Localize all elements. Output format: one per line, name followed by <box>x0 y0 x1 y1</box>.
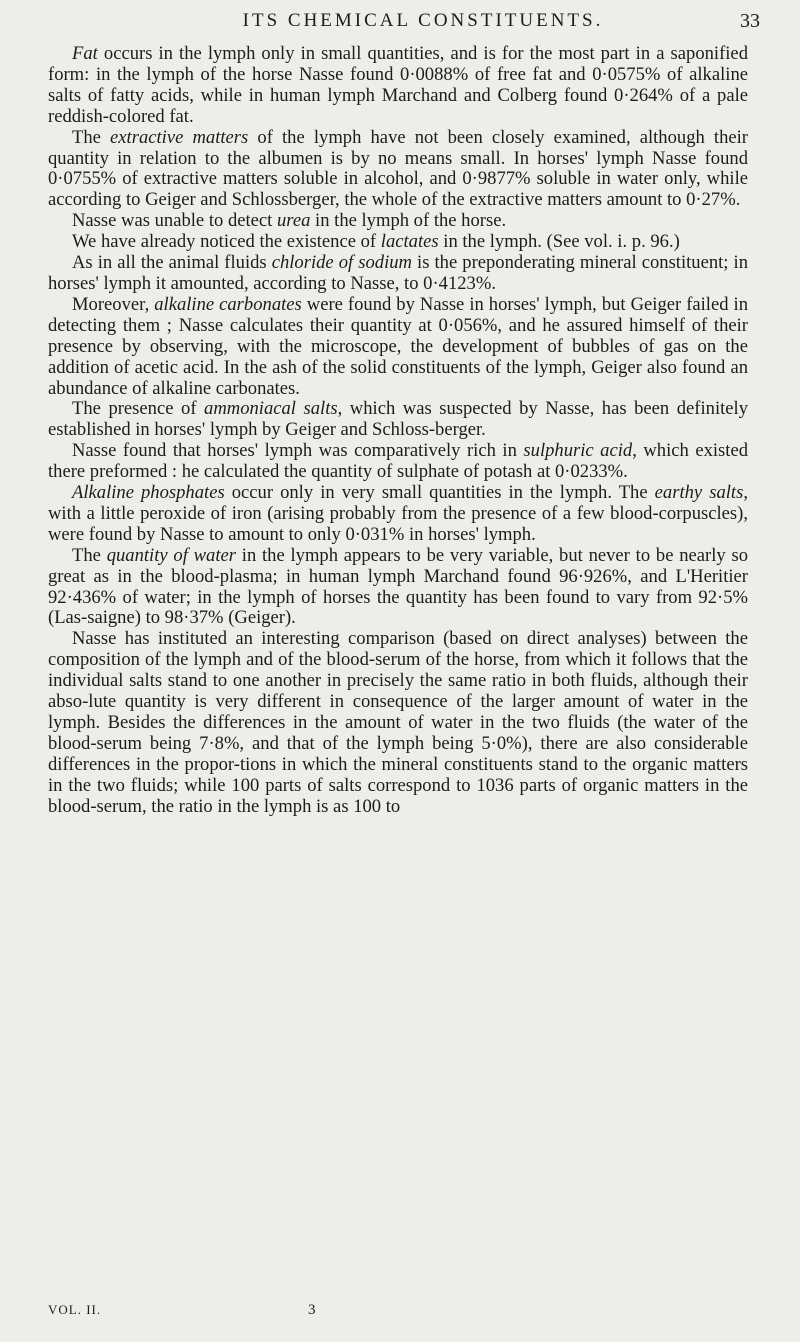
paragraph <box>48 441 748 483</box>
text-run: Moreover, <box>72 293 155 315</box>
text-run: , with a little peroxide of iron (arising probably from the presence of a few blood-corpuscles), were found by Nasse to amount to only 0·031% in horses' lymph. <box>48 482 748 545</box>
paragraph <box>48 546 748 630</box>
running-head: ITS CHEMICAL CONSTITUENTS. <box>242 10 604 31</box>
text-run: occur only in very small quantities in the lymph. The <box>224 482 655 504</box>
text-run: in the lymph. (See vol. i. p. 96.) <box>438 231 680 253</box>
body-text <box>48 44 748 818</box>
text-run: extractive matters <box>110 126 249 148</box>
text-run: , which was suspected by Nasse, has been definitely established in horses' lymph by Geiger and Schloss-berger. <box>48 398 749 441</box>
text-run: quantity of water <box>106 544 236 566</box>
text-run: occurs in the lymph only in small quantities, and is for the most part in a saponified form: in the lymph of the horse Nasse found 0·0088% of free fat and 0·0575% of alkaline salts of fatty acids, while in human lymph Marchand and Colberg found 0·264% of a pale reddish-colored fat. <box>48 43 748 127</box>
text-run: Nasse found that horses' lymph was comparatively rich in <box>72 440 524 462</box>
page-number: 33 <box>740 10 760 32</box>
text-run: is the preponderating mineral constituent; in horses' lymph it amounted, according to Nasse, to 0·4123%. <box>48 252 748 294</box>
text-run: were found by Nasse in horses' lymph, but Geiger failed in detecting them ; Nasse calculates their quantity at 0·056%, and he assured himself of their presence by observing, with the microscope, the development of bubbles of gas on the addition of acetic acid. In the ash of the solid constituents of the lymph, Geiger also found an abundance of alkaline carbonates. <box>48 293 748 399</box>
text-run: urea <box>276 210 311 232</box>
paragraph <box>48 232 748 253</box>
signature-mark: 3 <box>308 1302 317 1318</box>
page-header <box>46 6 760 36</box>
text-run: sulphuric acid <box>523 440 633 462</box>
text-run: in the lymph of the horse. <box>310 210 507 232</box>
paragraph <box>48 253 748 295</box>
paragraph <box>48 399 748 441</box>
text-run: Nasse was unable to detect <box>72 210 277 232</box>
paragraph <box>48 629 748 817</box>
text-run: in the lymph appears to be very variable, but never to be nearly so great as in the blood-plasma; in human lymph Marchand found 96·926%, and L'Heritier 92·436% of water; in the lymph of horses the quantity has been found to vary from 92·5% (Las-saigne) to 98·37% (Geiger). <box>48 544 748 629</box>
text-run: chloride of sodium <box>271 252 412 274</box>
page-footer <box>48 1302 448 1324</box>
text-run: Alkaline phosphates <box>72 482 225 504</box>
text-run: alkaline carbonates <box>154 293 302 315</box>
paragraph <box>48 44 748 128</box>
text-run: , which existed there preformed : he calculated the quantity of sulphate of potash at 0·0233%. <box>48 440 748 483</box>
text-run: of the lymph have not been closely examined, although their quantity in relation to the albumen is by no means small. In horses' lymph Nasse found 0·0755% of extractive matters soluble in alcohol, and 0·9877% soluble in water only, while according to Geiger and Schlossberger, the whole of the extractive matters amount to 0·27%. <box>48 126 748 211</box>
paragraph <box>48 483 748 546</box>
text-run: The <box>72 126 111 148</box>
paragraph <box>48 295 748 400</box>
text-run: earthy salts <box>654 482 744 504</box>
text-run: As in all the animal fluids <box>72 252 272 274</box>
volume-mark: VOL. II. <box>48 1302 102 1317</box>
text-run: The presence of <box>72 398 205 420</box>
paragraph <box>48 211 748 232</box>
text-run: ammoniacal salts <box>204 398 338 420</box>
text-run: We have already noticed the existence of <box>72 231 381 253</box>
text-run: Fat <box>72 43 98 64</box>
paragraph <box>48 128 748 212</box>
text-run: The <box>72 544 107 566</box>
text-run: lactates <box>380 231 439 253</box>
text-run: Nasse has instituted an interesting comparison (based on direct analyses) between the composition of the lymph and of the blood-serum of the horse, from which it follows that the individual salts stand to one another in precisely the same ratio in both fluids, although their abso-lute quantity is very different in consequence of the larger amount of water in the lymph. Besides the differences in the amount of water in the two fluids (the water of the blood-serum being 7·8%, and that of the lymph being 5·0%), there are also considerable differences in the propor-tions in which the mineral constituents stand to the organic matters in the two fluids; while 100 parts of salts correspond to 1036 parts of organic matters in the blood-serum, the ratio in the lymph is as 100 to <box>48 628 748 817</box>
